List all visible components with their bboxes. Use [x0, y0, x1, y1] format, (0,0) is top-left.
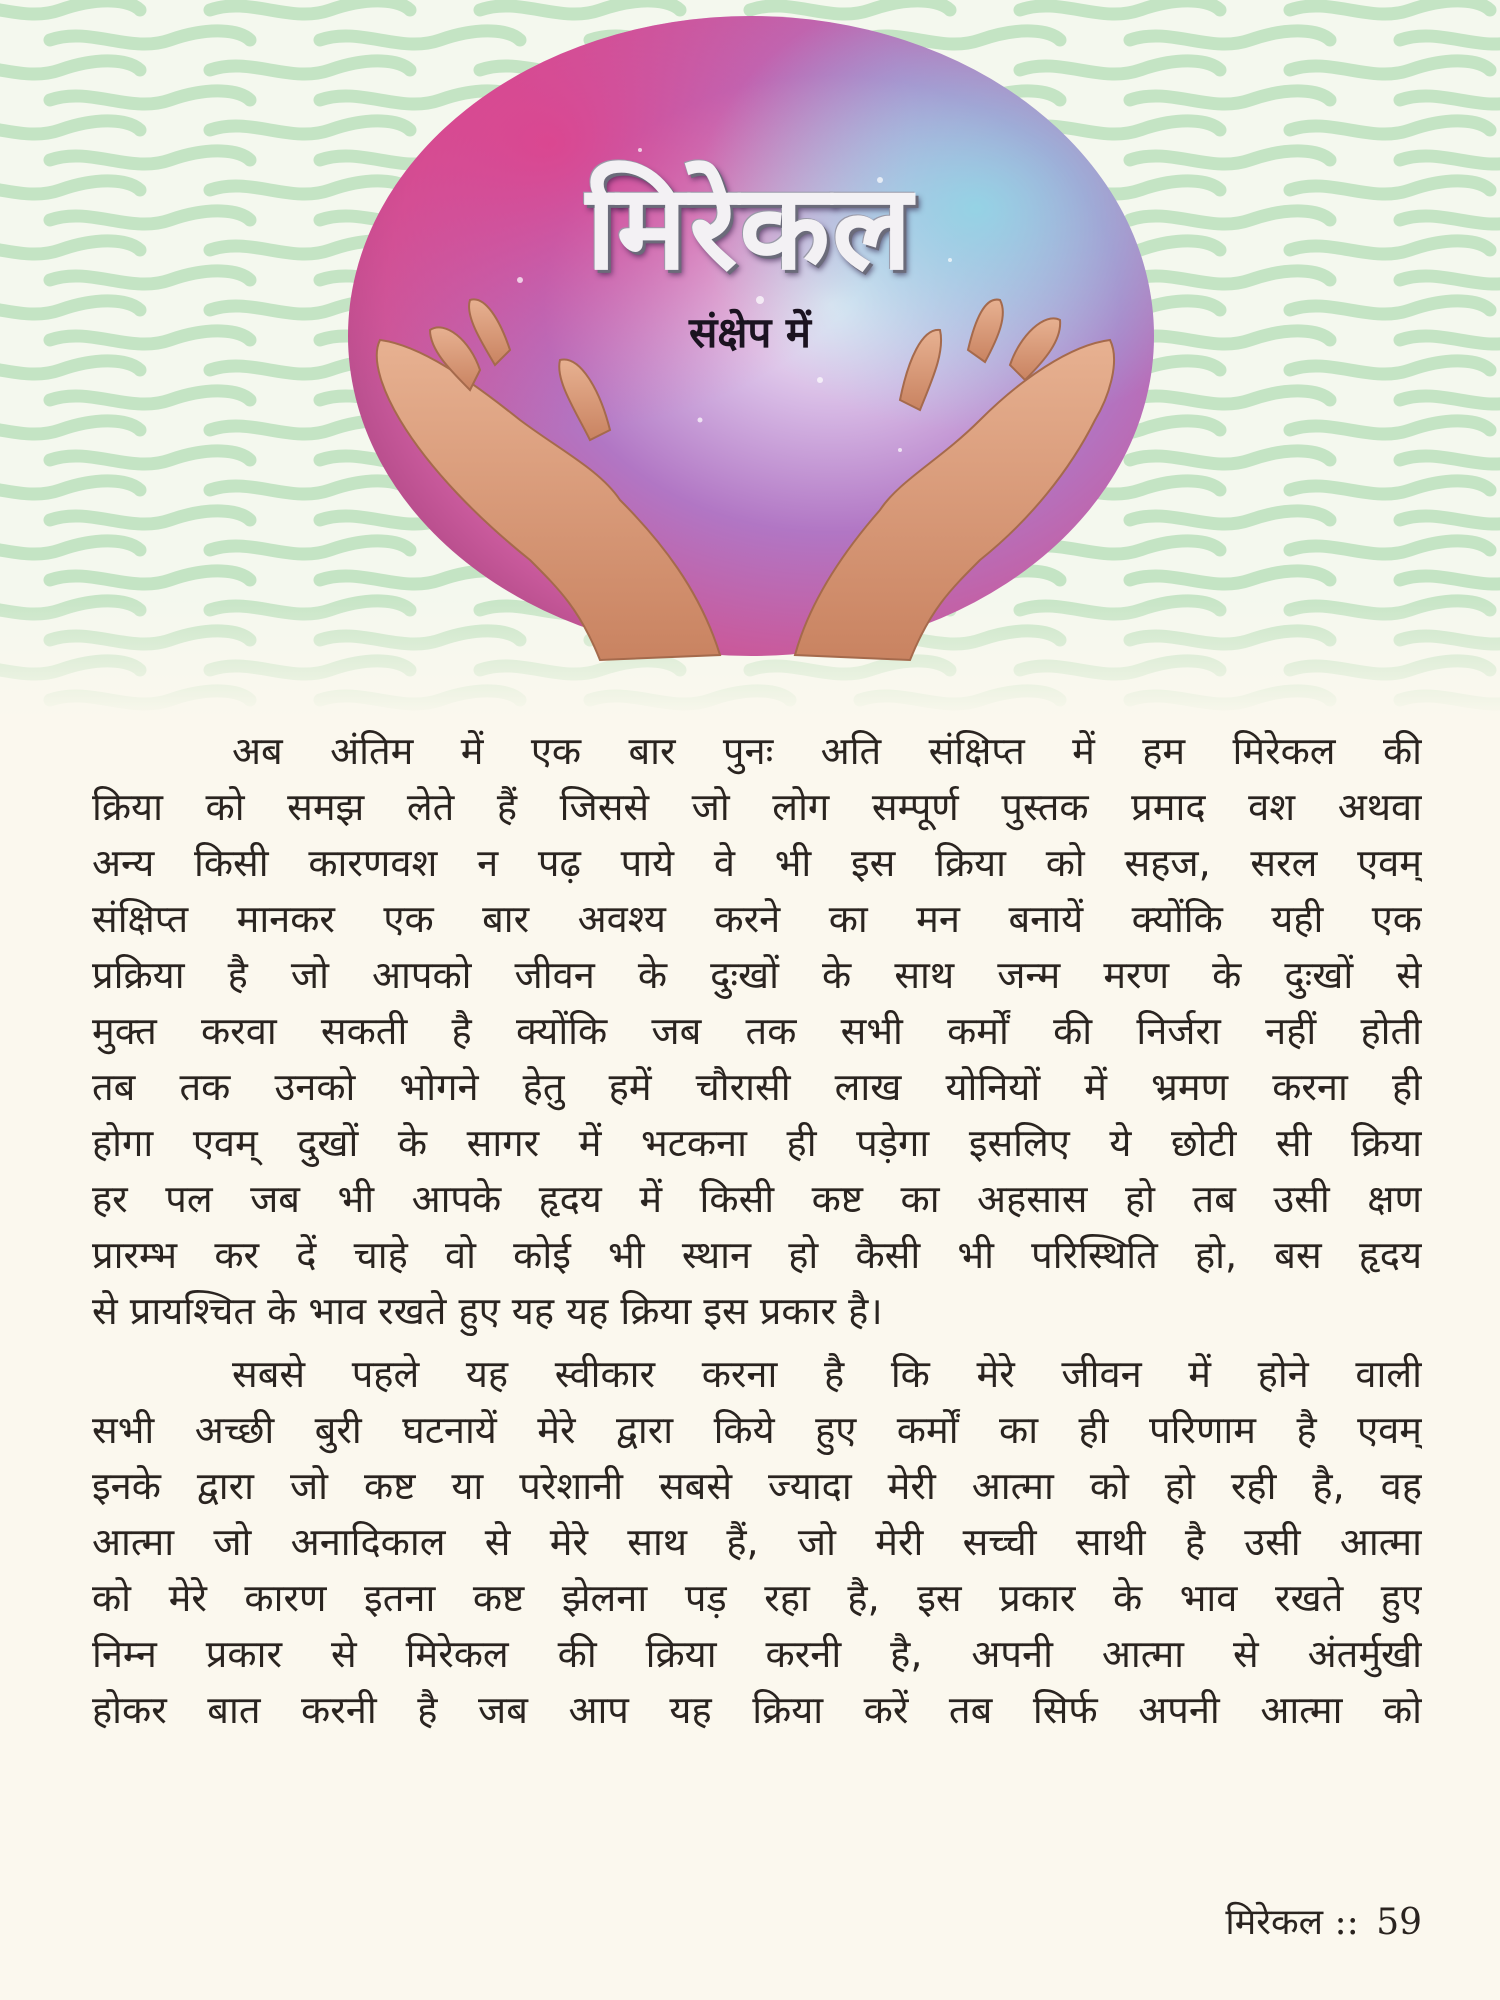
text-line: क्रिया को समझ लेते हैं जिससे जो लोग सम्पूर्ण पुस्तक प्रमाद वश अथवा — [92, 785, 1422, 829]
text-line: अब अंतिम में एक बार पुनः अति संक्षिप्त में हम मिरेकल की — [232, 729, 1422, 773]
paragraph-1 — [92, 723, 1422, 1339]
page-number: 59 — [1376, 1902, 1422, 1943]
body-text — [92, 723, 1422, 1738]
text-line: इनके द्वारा जो कष्ट या परेशानी सबसे ज्यादा मेरी आत्मा को हो रही है, वह — [92, 1464, 1422, 1508]
text-line: को मेरे कारण इतना कष्ट झेलना पड़ रहा है, इस प्रकार के भाव रखते हुए — [92, 1576, 1422, 1620]
text-line: प्रारम्भ कर दें चाहे वो कोई भी स्थान हो कैसी भी परिस्थिति हो, बस हृदय — [92, 1233, 1422, 1277]
page-title: मिरेकल — [585, 157, 915, 296]
text-line: होकर बात करनी है जब आप यह क्रिया करें तब सिर्फ अपनी आत्मा को — [92, 1688, 1422, 1732]
text-line: तब तक उनको भोगने हेतु हमें चौरासी लाख योनियों में भ्रमण करना ही — [92, 1065, 1422, 1109]
text-line: प्रक्रिया है जो आपको जीवन के दुःखों के साथ जन्म मरण के दुःखों से — [92, 953, 1422, 997]
text-line: अन्य किसी कारणवश न पढ़ पाये वे भी इस क्रिया को सहज, सरल एवम् — [92, 841, 1422, 885]
text-line: मुक्त करवा सकती है क्योंकि जब तक सभी कर्मों की निर्जरा नहीं होती — [92, 1009, 1422, 1053]
paragraph-2 — [92, 1346, 1422, 1738]
page-footer — [1219, 1896, 1422, 1945]
text-line: होगा एवम् दुखों के सागर में भटकना ही पड़ेगा इसलिए ये छोटी सी क्रिया — [92, 1121, 1422, 1165]
footer-book-name: मिरेकल :: — [1225, 1902, 1359, 1943]
text-line: संक्षिप्त मानकर एक बार अवश्य करने का मन बनायें क्योंकि यही एक — [92, 897, 1422, 941]
text-line: सभी अच्छी बुरी घटनायें मेरे द्वारा किये हुए कर्मों का ही परिणाम है एवम् — [92, 1408, 1422, 1452]
text-line: आत्मा जो अनादिकाल से मेरे साथ हैं, जो मेरी सच्ची साथी है उसी आत्मा — [92, 1520, 1422, 1564]
page-subtitle: संक्षेप में — [688, 308, 812, 357]
text-line: निम्न प्रकार से मिरेकल की क्रिया करनी है, अपनी आत्मा से अंतर्मुखी — [92, 1632, 1422, 1676]
text-line: सबसे पहले यह स्वीकार करना है कि मेरे जीवन में होने वाली — [232, 1352, 1422, 1396]
text-line: से प्रायश्चित के भाव रखते हुए यह यह क्रिया इस प्रकार है। — [92, 1289, 883, 1333]
text-line: हर पल जब भी आपके हृदय में किसी कष्ट का अहसास हो तब उसी क्षण — [92, 1177, 1422, 1221]
